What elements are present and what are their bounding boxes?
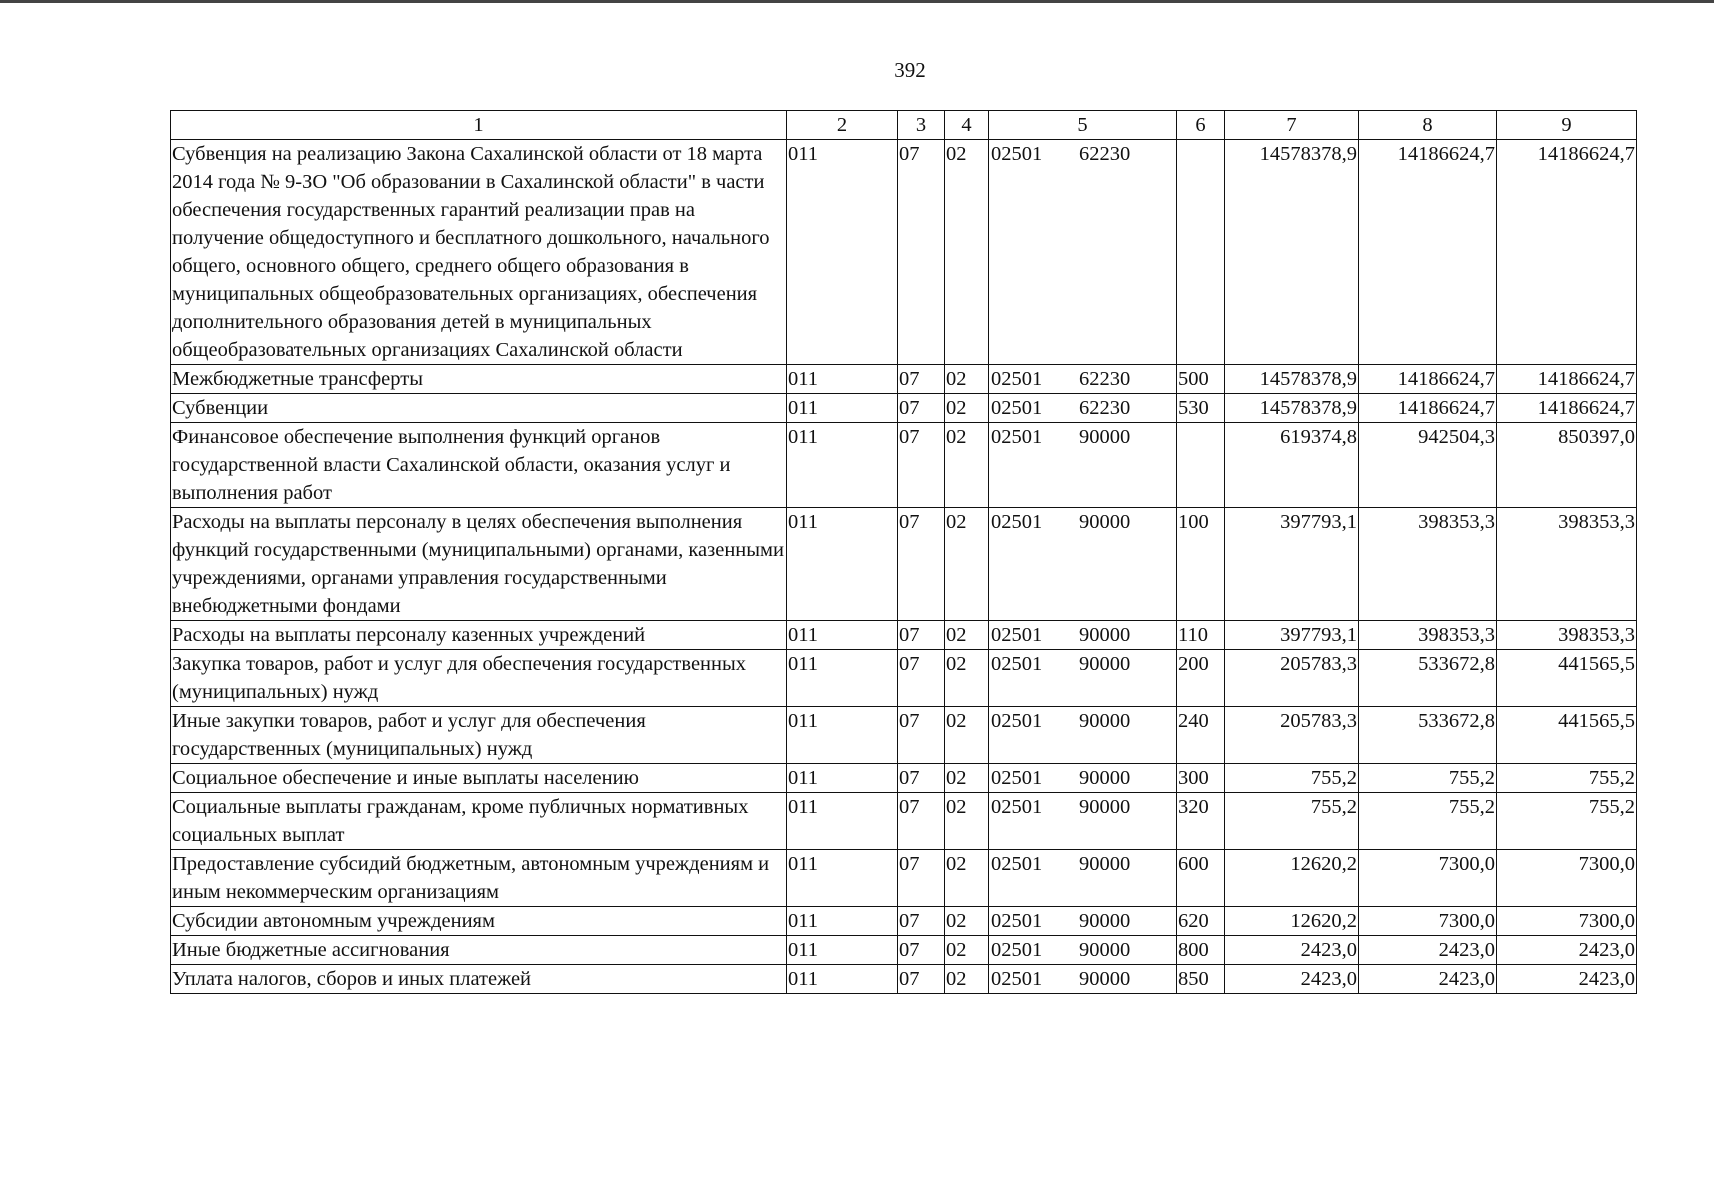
scan-top-border xyxy=(0,0,1714,3)
code-direction: 62230 xyxy=(1079,397,1131,419)
code-expense-type: 600 xyxy=(1177,850,1225,907)
code-target-article xyxy=(989,707,1177,764)
code-section: 07 xyxy=(898,850,945,907)
amount-col8: 942504,3 xyxy=(1359,423,1497,508)
code-program: 02501 xyxy=(991,767,1043,789)
code-program: 02501 xyxy=(991,968,1043,990)
code-program: 02501 xyxy=(991,426,1043,448)
code-direction: 90000 xyxy=(1079,426,1131,448)
amount-col7: 397793,1 xyxy=(1225,508,1359,621)
code-section: 07 xyxy=(898,965,945,994)
code-section: 07 xyxy=(898,650,945,707)
code-section: 07 xyxy=(898,936,945,965)
code-subsection: 02 xyxy=(945,140,989,365)
page-number: 392 xyxy=(894,58,926,82)
code-target-article xyxy=(989,793,1177,850)
code-ministry: 011 xyxy=(787,423,898,508)
amount-col7: 14578378,9 xyxy=(1225,140,1359,365)
code-target-article xyxy=(989,850,1177,907)
amount-col9: 850397,0 xyxy=(1497,423,1637,508)
code-program: 02501 xyxy=(991,368,1043,390)
code-subsection: 02 xyxy=(945,793,989,850)
amount-col8: 2423,0 xyxy=(1359,965,1497,994)
code-direction: 90000 xyxy=(1079,653,1131,675)
amount-col8: 7300,0 xyxy=(1359,907,1497,936)
row-description: Субвенция на реализацию Закона Сахалинской области от 18 марта 2014 года № 9-ЗО "Об образовании в Сахалинской области" в части обеспечения государственных гарантий реализации прав на получение общедоступного и бесплатного дошкольного, начального общего, основного общего, среднего общего образования в муниципальных общеобразовательных организациях, обеспечения дополнительного образования детей в муниципальных общеобразовательных организациях Сахалинской области xyxy=(171,140,787,365)
code-expense-type: 800 xyxy=(1177,936,1225,965)
code-direction: 90000 xyxy=(1079,767,1131,789)
code-subsection: 02 xyxy=(945,850,989,907)
amount-col7: 2423,0 xyxy=(1225,965,1359,994)
code-program: 02501 xyxy=(991,653,1043,675)
table-row xyxy=(171,907,1637,936)
table-row xyxy=(171,394,1637,423)
code-program: 02501 xyxy=(991,910,1043,932)
code-expense-type: 850 xyxy=(1177,965,1225,994)
code-target-article xyxy=(989,907,1177,936)
amount-col7: 205783,3 xyxy=(1225,650,1359,707)
amount-col7: 14578378,9 xyxy=(1225,394,1359,423)
amount-col7: 755,2 xyxy=(1225,764,1359,793)
code-subsection: 02 xyxy=(945,764,989,793)
code-target-article xyxy=(989,508,1177,621)
code-subsection: 02 xyxy=(945,394,989,423)
code-program: 02501 xyxy=(991,710,1043,732)
amount-col9: 14186624,7 xyxy=(1497,140,1637,365)
row-description: Финансовое обеспечение выполнения функций органов государственной власти Сахалинской области, оказания услуг и выполнения работ xyxy=(171,423,787,508)
code-section: 07 xyxy=(898,793,945,850)
code-program: 02501 xyxy=(991,853,1043,875)
row-description: Уплата налогов, сборов и иных платежей xyxy=(171,965,787,994)
code-ministry: 011 xyxy=(787,965,898,994)
amount-col7: 2423,0 xyxy=(1225,936,1359,965)
table-row xyxy=(171,965,1637,994)
table-row xyxy=(171,140,1637,365)
amount-col9: 14186624,7 xyxy=(1497,394,1637,423)
code-section: 07 xyxy=(898,508,945,621)
code-direction: 90000 xyxy=(1079,939,1131,961)
code-ministry: 011 xyxy=(787,365,898,394)
code-program: 02501 xyxy=(991,624,1043,646)
code-ministry: 011 xyxy=(787,793,898,850)
table-row xyxy=(171,621,1637,650)
code-direction: 90000 xyxy=(1079,511,1131,533)
table-row xyxy=(171,423,1637,508)
code-program: 02501 xyxy=(991,143,1043,165)
amount-col9: 441565,5 xyxy=(1497,707,1637,764)
row-description: Иные закупки товаров, работ и услуг для обеспечения государственных (муниципальных) нужд xyxy=(171,707,787,764)
amount-col7: 205783,3 xyxy=(1225,707,1359,764)
code-target-article xyxy=(989,965,1177,994)
code-target-article xyxy=(989,394,1177,423)
amount-col7: 397793,1 xyxy=(1225,621,1359,650)
amount-col8: 398353,3 xyxy=(1359,621,1497,650)
amount-col9: 14186624,7 xyxy=(1497,365,1637,394)
code-program: 02501 xyxy=(991,511,1043,533)
header-cell: 2 xyxy=(787,111,898,140)
code-target-article xyxy=(989,650,1177,707)
code-section: 07 xyxy=(898,365,945,394)
row-description: Расходы на выплаты персоналу казенных учреждений xyxy=(171,621,787,650)
row-description: Межбюджетные трансферты xyxy=(171,365,787,394)
code-target-article xyxy=(989,423,1177,508)
code-section: 07 xyxy=(898,707,945,764)
code-expense-type: 530 xyxy=(1177,394,1225,423)
code-expense-type xyxy=(1177,140,1225,365)
code-ministry: 011 xyxy=(787,764,898,793)
amount-col9: 755,2 xyxy=(1497,764,1637,793)
header-cell: 5 xyxy=(989,111,1177,140)
row-description: Субвенции xyxy=(171,394,787,423)
code-section: 07 xyxy=(898,907,945,936)
code-section: 07 xyxy=(898,423,945,508)
code-subsection: 02 xyxy=(945,650,989,707)
header-cell: 7 xyxy=(1225,111,1359,140)
code-expense-type: 240 xyxy=(1177,707,1225,764)
budget-table xyxy=(170,110,1637,994)
code-ministry: 011 xyxy=(787,650,898,707)
row-description: Расходы на выплаты персоналу в целях обеспечения выполнения функций государственными (муниципальными) органами, казенными учреждениями, органами управления государственными внебюджетными фондами xyxy=(171,508,787,621)
code-section: 07 xyxy=(898,621,945,650)
code-ministry: 011 xyxy=(787,621,898,650)
amount-col8: 2423,0 xyxy=(1359,936,1497,965)
amount-col9: 398353,3 xyxy=(1497,508,1637,621)
amount-col8: 14186624,7 xyxy=(1359,365,1497,394)
row-description: Социальное обеспечение и иные выплаты населению xyxy=(171,764,787,793)
header-cell: 9 xyxy=(1497,111,1637,140)
row-description: Закупка товаров, работ и услуг для обеспечения государственных (муниципальных) нужд xyxy=(171,650,787,707)
code-ministry: 011 xyxy=(787,394,898,423)
code-section: 07 xyxy=(898,394,945,423)
code-target-article xyxy=(989,365,1177,394)
code-subsection: 02 xyxy=(945,423,989,508)
table-row xyxy=(171,508,1637,621)
code-subsection: 02 xyxy=(945,965,989,994)
table-row xyxy=(171,365,1637,394)
code-ministry: 011 xyxy=(787,508,898,621)
header-cell: 1 xyxy=(171,111,787,140)
code-expense-type: 500 xyxy=(1177,365,1225,394)
row-description: Субсидии автономным учреждениям xyxy=(171,907,787,936)
code-target-article xyxy=(989,764,1177,793)
header-cell: 3 xyxy=(898,111,945,140)
amount-col9: 7300,0 xyxy=(1497,850,1637,907)
code-expense-type: 620 xyxy=(1177,907,1225,936)
code-subsection: 02 xyxy=(945,621,989,650)
amount-col9: 7300,0 xyxy=(1497,907,1637,936)
row-description: Иные бюджетные ассигнования xyxy=(171,936,787,965)
amount-col7: 12620,2 xyxy=(1225,907,1359,936)
amount-col7: 12620,2 xyxy=(1225,850,1359,907)
code-expense-type: 300 xyxy=(1177,764,1225,793)
code-subsection: 02 xyxy=(945,365,989,394)
table-row xyxy=(171,850,1637,907)
amount-col8: 533672,8 xyxy=(1359,707,1497,764)
amount-col9: 2423,0 xyxy=(1497,965,1637,994)
code-section: 07 xyxy=(898,140,945,365)
amount-col9: 441565,5 xyxy=(1497,650,1637,707)
header-cell: 4 xyxy=(945,111,989,140)
code-program: 02501 xyxy=(991,796,1043,818)
code-subsection: 02 xyxy=(945,707,989,764)
header-cell: 6 xyxy=(1177,111,1225,140)
code-direction: 90000 xyxy=(1079,796,1131,818)
code-direction: 90000 xyxy=(1079,853,1131,875)
row-description: Предоставление субсидий бюджетным, автономным учреждениям и иным некоммерческим организациям xyxy=(171,850,787,907)
amount-col7: 619374,8 xyxy=(1225,423,1359,508)
row-description: Социальные выплаты гражданам, кроме публичных нормативных социальных выплат xyxy=(171,793,787,850)
code-expense-type: 200 xyxy=(1177,650,1225,707)
code-expense-type: 100 xyxy=(1177,508,1225,621)
amount-col8: 755,2 xyxy=(1359,793,1497,850)
amount-col9: 398353,3 xyxy=(1497,621,1637,650)
code-ministry: 011 xyxy=(787,850,898,907)
code-direction: 62230 xyxy=(1079,368,1131,390)
amount-col8: 7300,0 xyxy=(1359,850,1497,907)
table-row xyxy=(171,707,1637,764)
code-ministry: 011 xyxy=(787,907,898,936)
amount-col9: 2423,0 xyxy=(1497,936,1637,965)
amount-col8: 398353,3 xyxy=(1359,508,1497,621)
code-ministry: 011 xyxy=(787,936,898,965)
code-expense-type: 320 xyxy=(1177,793,1225,850)
code-direction: 90000 xyxy=(1079,910,1131,932)
code-expense-type: 110 xyxy=(1177,621,1225,650)
amount-col8: 14186624,7 xyxy=(1359,394,1497,423)
code-target-article xyxy=(989,140,1177,365)
table-row xyxy=(171,793,1637,850)
code-program: 02501 xyxy=(991,939,1043,961)
code-subsection: 02 xyxy=(945,936,989,965)
code-subsection: 02 xyxy=(945,508,989,621)
code-program: 02501 xyxy=(991,397,1043,419)
code-direction: 90000 xyxy=(1079,710,1131,732)
amount-col7: 755,2 xyxy=(1225,793,1359,850)
header-cell: 8 xyxy=(1359,111,1497,140)
amount-col8: 14186624,7 xyxy=(1359,140,1497,365)
table-row xyxy=(171,764,1637,793)
code-subsection: 02 xyxy=(945,907,989,936)
amount-col7: 14578378,9 xyxy=(1225,365,1359,394)
code-direction: 90000 xyxy=(1079,968,1131,990)
code-direction: 62230 xyxy=(1079,143,1131,165)
amount-col9: 755,2 xyxy=(1497,793,1637,850)
table-row xyxy=(171,650,1637,707)
amount-col8: 533672,8 xyxy=(1359,650,1497,707)
code-expense-type xyxy=(1177,423,1225,508)
code-direction: 90000 xyxy=(1079,624,1131,646)
code-target-article xyxy=(989,936,1177,965)
amount-col8: 755,2 xyxy=(1359,764,1497,793)
table-row xyxy=(171,936,1637,965)
table-header-row xyxy=(171,111,1637,140)
code-section: 07 xyxy=(898,764,945,793)
code-ministry: 011 xyxy=(787,140,898,365)
code-ministry: 011 xyxy=(787,707,898,764)
code-target-article xyxy=(989,621,1177,650)
